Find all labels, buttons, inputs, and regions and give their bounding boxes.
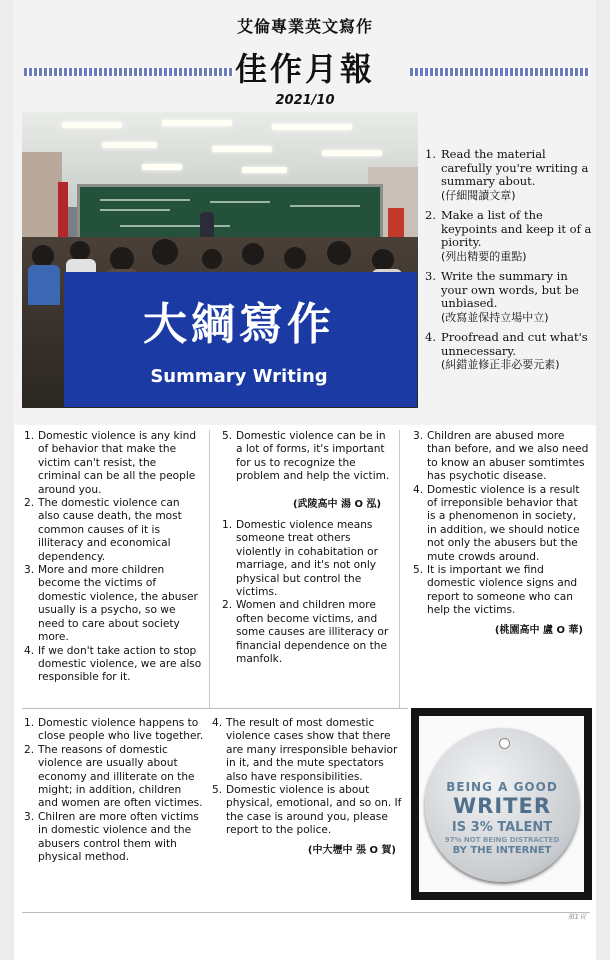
step-item: 2. Make a list of the keypoints and keep it of a piority. (列出精要的重點) (425, 208, 592, 263)
list-item: 4. The result of most domestic violence cases show that there are many irresponsible behavior in it, and the mute spectators also have responsibilities. (212, 717, 398, 783)
badge-button-icon: BEING A GOOD WRITER IS 3% TALENT 97% NOT BEING DISTRACTED BY THE INTERNET (425, 728, 579, 882)
summary-steps-list (425, 148, 597, 379)
banner-title-english: Summary Writing (150, 366, 328, 387)
footer-divider (22, 912, 590, 913)
list-item: 3. More and more children become the victims of domestic violence, the abuser usually is a psycho, so we need to care about society more. (24, 564, 198, 644)
list-item: 1. Domestic violence happens to close people who live together. (24, 717, 204, 743)
step-item: 3. Write the summary in your own words, but be unbiased. (改寫並保持立場中立) (425, 269, 579, 324)
list-item: 2. The reasons of domestic violence are usually about economy and illiterate on the might; in addition, children and women are often victimes. (24, 743, 203, 810)
essay-column-2 (222, 430, 392, 667)
list-item: 5. Domestic violence can be in a lot of forms, it's important for us to recognize the problem and help the victim. (222, 430, 390, 483)
list-item: 2. Women and children more often become victims, and some causes are illiteracy or financial dependence on the manfolk. (222, 599, 389, 666)
school-name: 艾倫專業英文寫作 (236, 17, 373, 36)
step-item: 1. Read the material carefully you're writing a summary about. (仔細閱讀文章) (425, 147, 589, 202)
list-item: 3. Children are abused more than before, and we also need to know an abuser somtimtes has psychotic disease. (413, 430, 589, 483)
banner-title-chinese: 大綱寫作 (143, 299, 335, 350)
step-item: 4. Proofread and cut what's unnecessary. (糾錯並修正非必要元素) (425, 330, 588, 371)
list-item: 1. Domestic violence means someone treat others violently in cohabitation or marriage, and it's not only physical but control the victims. (222, 519, 378, 599)
page-number: 第1頁 (567, 913, 586, 921)
list-item: 5. It is important we find domestic violence signs and report to someone who can help the victims. (413, 564, 578, 617)
issue-date: 2021/10 (275, 93, 335, 108)
list-item: 4. If we don't take action to stop domestic violence, we are also responsible for it. (24, 644, 202, 684)
column-divider (209, 430, 210, 708)
list-item: 5. Domestic violence is about physical, emotional, and so on. If the case is around you, please report to the police. (212, 784, 402, 837)
newsletter-title: 佳作月報 (234, 50, 375, 88)
writer-quote-badge (411, 708, 592, 900)
list-item: 1. Domestic violence is any kind of behavior that make the victim can't resist, the criminal can be all the people around you. (24, 430, 197, 496)
student-signature: (武陵高中 湯 O 泓) (292, 498, 382, 510)
list-item: 4. Domestic violence is a result of irreponsible behavior that is a phenomenon in society, in addition, we should notice not only the abusers but the mute crowds around. (413, 483, 580, 563)
student-signature: (中大壢中 張 O 賀) (307, 844, 396, 856)
essay-column-3 (413, 430, 589, 637)
essay-column-5 (212, 717, 402, 857)
list-item: 3. Chilren are more often victims in domestic violence and the abusers control them with physical method. (24, 810, 199, 864)
essay-column-4 (24, 717, 204, 864)
list-item: 2. The domestic violence can also cause death, the most common causes of it is illiteracy and economical dependency. (24, 497, 182, 563)
essay-column-1 (24, 430, 202, 685)
column-divider (399, 430, 400, 708)
section-divider (22, 708, 408, 709)
student-signature: (桃園高中 盧 O 華) (494, 624, 583, 636)
